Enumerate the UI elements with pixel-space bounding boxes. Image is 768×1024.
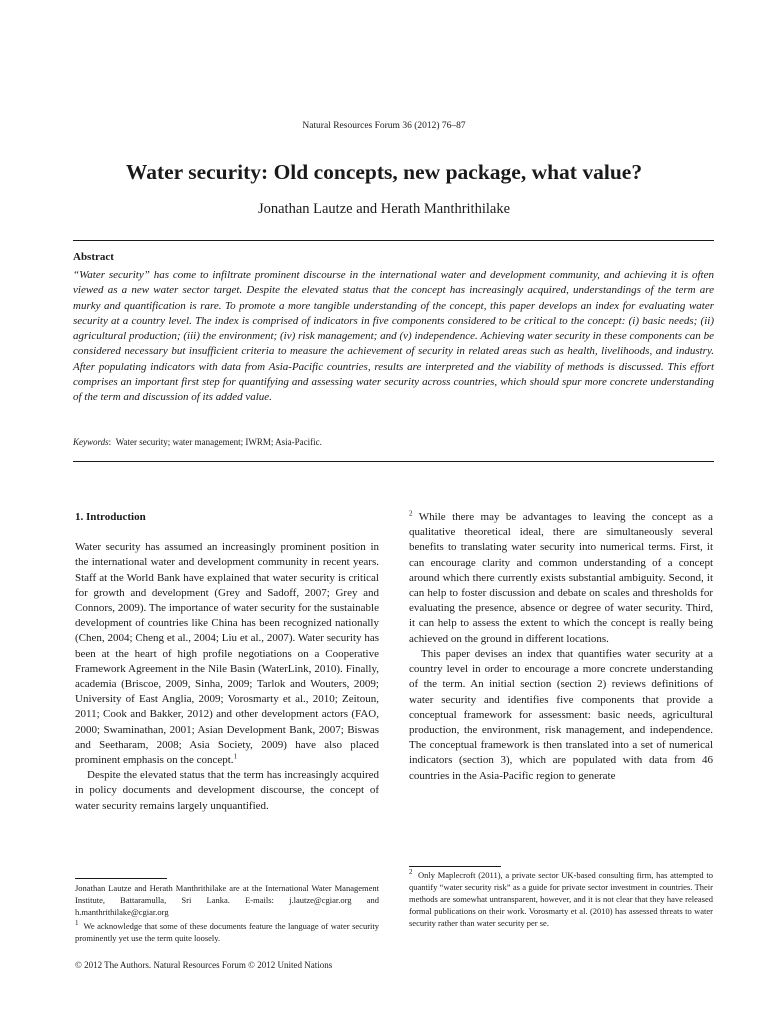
footnote-2: $^2$ Only Maplecroft (2011), a private sector UK-based consulting firm, has attempted to quantify “water security risk” as a guide for private sector investment in countries. Their methods are somewhat untransparent, however, and it is not clear that they have released formal publications on their work. Vorosmarty et al. (2010) has assessed threats to water security rather than water security per se. [409,868,713,928]
abstract-top-rule [73,240,714,241]
abstract-text: “Water security” has come to infiltrate prominent discourse in the international water and development community, and achieving it is often viewed as a new water sector target. Despite the elevated status that the concept has increasingly acquired, understandings of the term are murky and quantification is rare. To promote a more tangible understanding of the concept, this paper develops an index for evaluating water security at a country level. The index is comprised of indicators in five components considered to be critical to the concept: (i) basic needs; (ii) agricultural production; (iii) the environment; (iv) risk management; and (v) independence. Achieving water security in these components can be considered necessary but insufficient criteria to measure the achievement of security in related areas such as health, livelihoods, and industry. After populating indicators with data from Asia-Pacific countries, results are interpreted and the viability of methods is discussed. This effort comprises an important first step for quantifying and assessing water security across countries, which should spur more concrete understanding of the term and discussion of its added value. [73,269,714,404]
abstract-bottom-rule [73,461,714,462]
right-column-paragraph-3-wrap [409,647,713,784]
paper-authors: Jonathan Lautze and Herath Manthrithilake [257,201,511,217]
section-heading-introduction: 1. Introduction [75,511,146,523]
intro-paragraph-3: This paper devises an index that quantifies water security at a country level in order to encourage a more concrete understanding of the term. An initial section (section 2) reviews definitions of water security and identifies five components that provide a conceptual framework for assessment: basic needs, agricultural production, the environment, risk management, and independence. The conceptual framework is then translated into a set of numerical indicators (section 3), which are populated with data from 46 countries in the Asia-Pacific region to generate [409,648,713,782]
abstract-heading: Abstract [73,251,114,263]
paper-title: Water security: Old concepts, new package, what value? [125,160,643,184]
right-column [409,510,713,647]
keywords-line: Keywords: Water security; water management; IWRM; Asia-Pacific. [73,437,322,447]
intro-paragraph-1: Water security has assumed an increasingly prominent position in the international water and development community in recent years. Staff at the World Bank have explained that water security is critical for growth and development (Grey and Sadoff, 2007; Grey and Connors, 2009). The importance of water security for the sustainable development of countries like China has been recognized nationally (Chen, 2004; Cheng et al., 2004; Liu et al., 2007). Water security has been at the heart of high profile negotiations on a Cooperative Framework Agreement in the Nile Basin (WaterLink, 2010). Finally, academia (Briscoe, 2009, Sinha, 2009; Tarlok and Wouters, 2009; University of East Anglia, 2009; Vorosmarty et al., 2010; Zeitoun, 2011; Cook and Bakker, 2012) and other development actors (FAO, 2000; Swaminathan, 2001; Asian Development Bank, 2007; Biswas and Seetharam, 2008; Asia Society, 2009) have also placed prominent emphasis on the concept.$^1$ [75,541,379,767]
keywords-text: Water security; water management; IWRM; Asia-Pacific. [115,437,322,447]
footnote-1: $^1$ We acknowledge that some of these documents feature the language of water security prominently yet use the term quite loosely. [75,919,379,943]
author-affiliation-note: Jonathan Lautze and Herath Manthrithilake are at the International Water Management Institute, Battaramulla, Sri Lanka. E-mails: j.lautze@cgiar.org and h.manthrithilake@cgiar.org [75,883,379,917]
keywords-label: Keywords [73,437,109,447]
intro-paragraph-2: Despite the elevated status that the term has increasingly acquired in policy documents and development discourse, the concept of water security remains largely unquantified. [75,769,379,812]
footnote-rule-left [75,878,167,879]
intro-paragraph-2-continued: $^2$ While there may be advantages to leaving the concept as a qualitative theoretical ideal, there are simultaneously several benefits to translating water security into numerical terms. First, it can encourage clarity and common understanding of a concept around which there currently exists substantial ambiguity. Second, it can help to foster discussion and debate on scales and thresholds for evaluating the presence, absence or degree of water security. Third, it can help to assess the extent to which the concept is really being achieved on the ground in different locations. [409,509,713,645]
footnote-ref-2: 2 [409,509,413,518]
footnote-rule-right [409,866,501,867]
copyright-line: © 2012 The Authors. Natural Resources Forum © 2012 United Nations [75,960,333,970]
journal-reference: Natural Resources Forum 36 (2012) 76–87 [302,121,466,131]
left-column [75,510,379,814]
footnote-ref-1: 1 [233,752,238,761]
